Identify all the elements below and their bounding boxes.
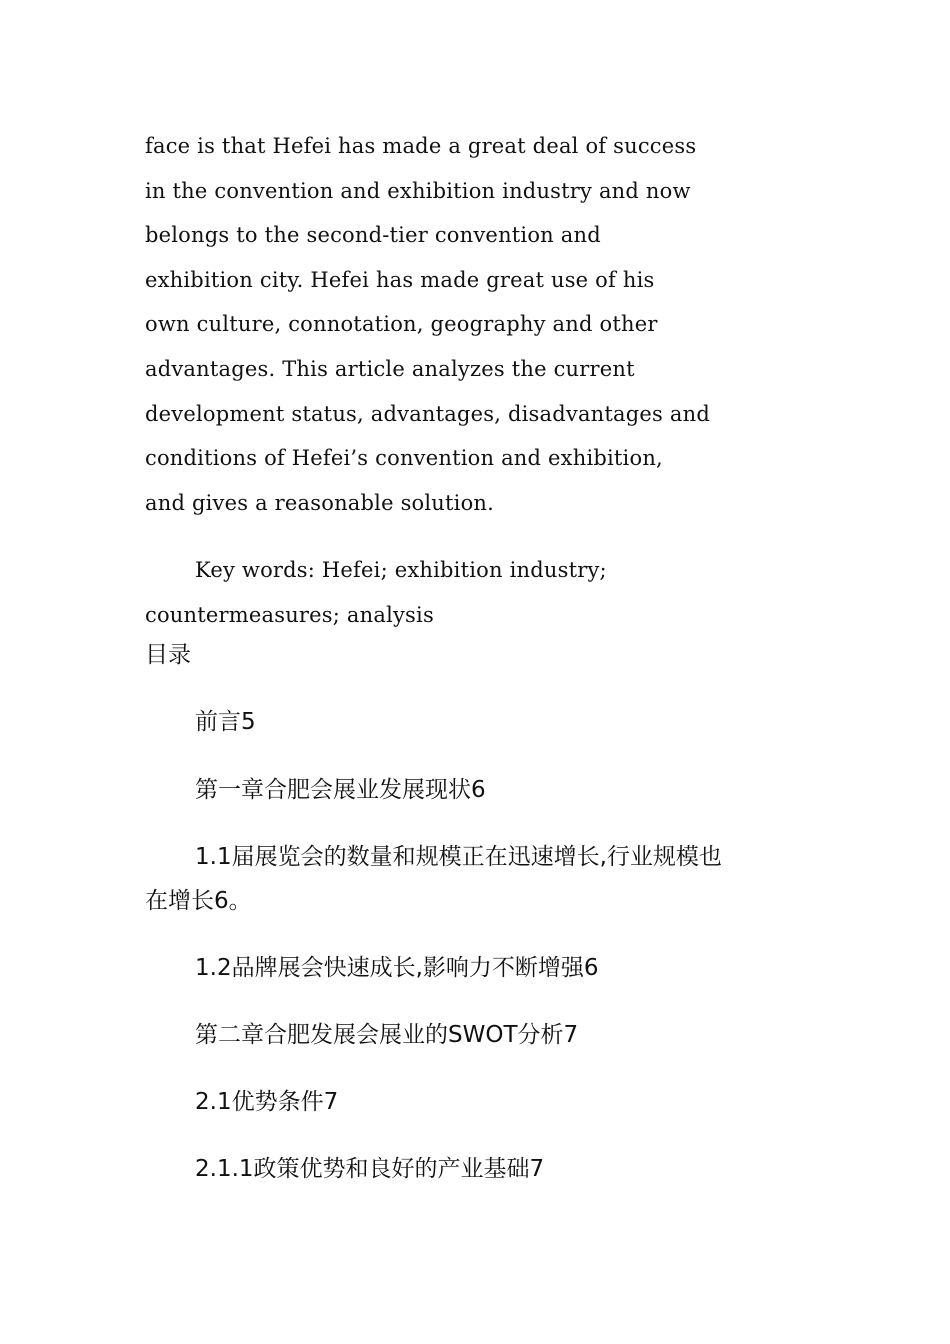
toc-item-2-1-1[interactable] bbox=[145, 1147, 544, 1191]
keywords-line: Key words: Hefei; exhibition industry; bbox=[195, 558, 607, 582]
toc-item-label: 2.1优势条件7 bbox=[195, 1089, 339, 1115]
toc-item-label: 第一章合肥会展业发展现状6 bbox=[195, 777, 486, 803]
toc-item-chapter-2[interactable] bbox=[145, 1013, 578, 1057]
toc-item-label: 1.2品牌展会快速成长,影响力不断增强6 bbox=[195, 955, 599, 981]
toc-item-1-1[interactable] bbox=[145, 835, 722, 923]
toc-item-label: 1.1届展览会的数量和规模正在迅速增长,行业规模也 bbox=[195, 844, 722, 870]
abstract-line: own culture, connotation, geography and other bbox=[145, 312, 658, 337]
abstract-line: belongs to the second-tier convention and bbox=[145, 223, 601, 248]
toc-item-preface[interactable] bbox=[145, 700, 256, 744]
abstract-line: advantages. This article analyzes the current bbox=[145, 356, 635, 381]
abstract-line: development status, advantages, disadvantages and bbox=[145, 401, 710, 426]
abstract-line: and gives a reasonable solution. bbox=[145, 490, 495, 515]
toc-item-label: 第二章合肥发展会展业的SWOT分析7 bbox=[195, 1022, 579, 1048]
toc-title: 目录 bbox=[145, 642, 191, 668]
abstract-line: in the convention and exhibition industry and now bbox=[145, 178, 691, 203]
keywords-paragraph bbox=[145, 548, 825, 637]
toc-item-label: 2.1.1政策优势和良好的产业基础7 bbox=[195, 1156, 545, 1182]
toc-item-chapter-1[interactable] bbox=[145, 768, 486, 812]
toc-item-2-1[interactable] bbox=[145, 1080, 338, 1124]
abstract-line: exhibition city. Hefei has made great use of his bbox=[145, 267, 655, 292]
keywords-line: countermeasures; analysis bbox=[145, 602, 434, 627]
toc-item-label-continued: 在增长6。 bbox=[145, 888, 252, 914]
abstract-line: face is that Hefei has made a great deal of success bbox=[145, 134, 697, 158]
abstract-paragraph bbox=[145, 124, 825, 525]
toc-item-1-2[interactable] bbox=[145, 946, 599, 990]
abstract-line: conditions of Hefei’s convention and exhibition, bbox=[145, 446, 663, 471]
toc-item-label: 前言5 bbox=[195, 709, 256, 735]
